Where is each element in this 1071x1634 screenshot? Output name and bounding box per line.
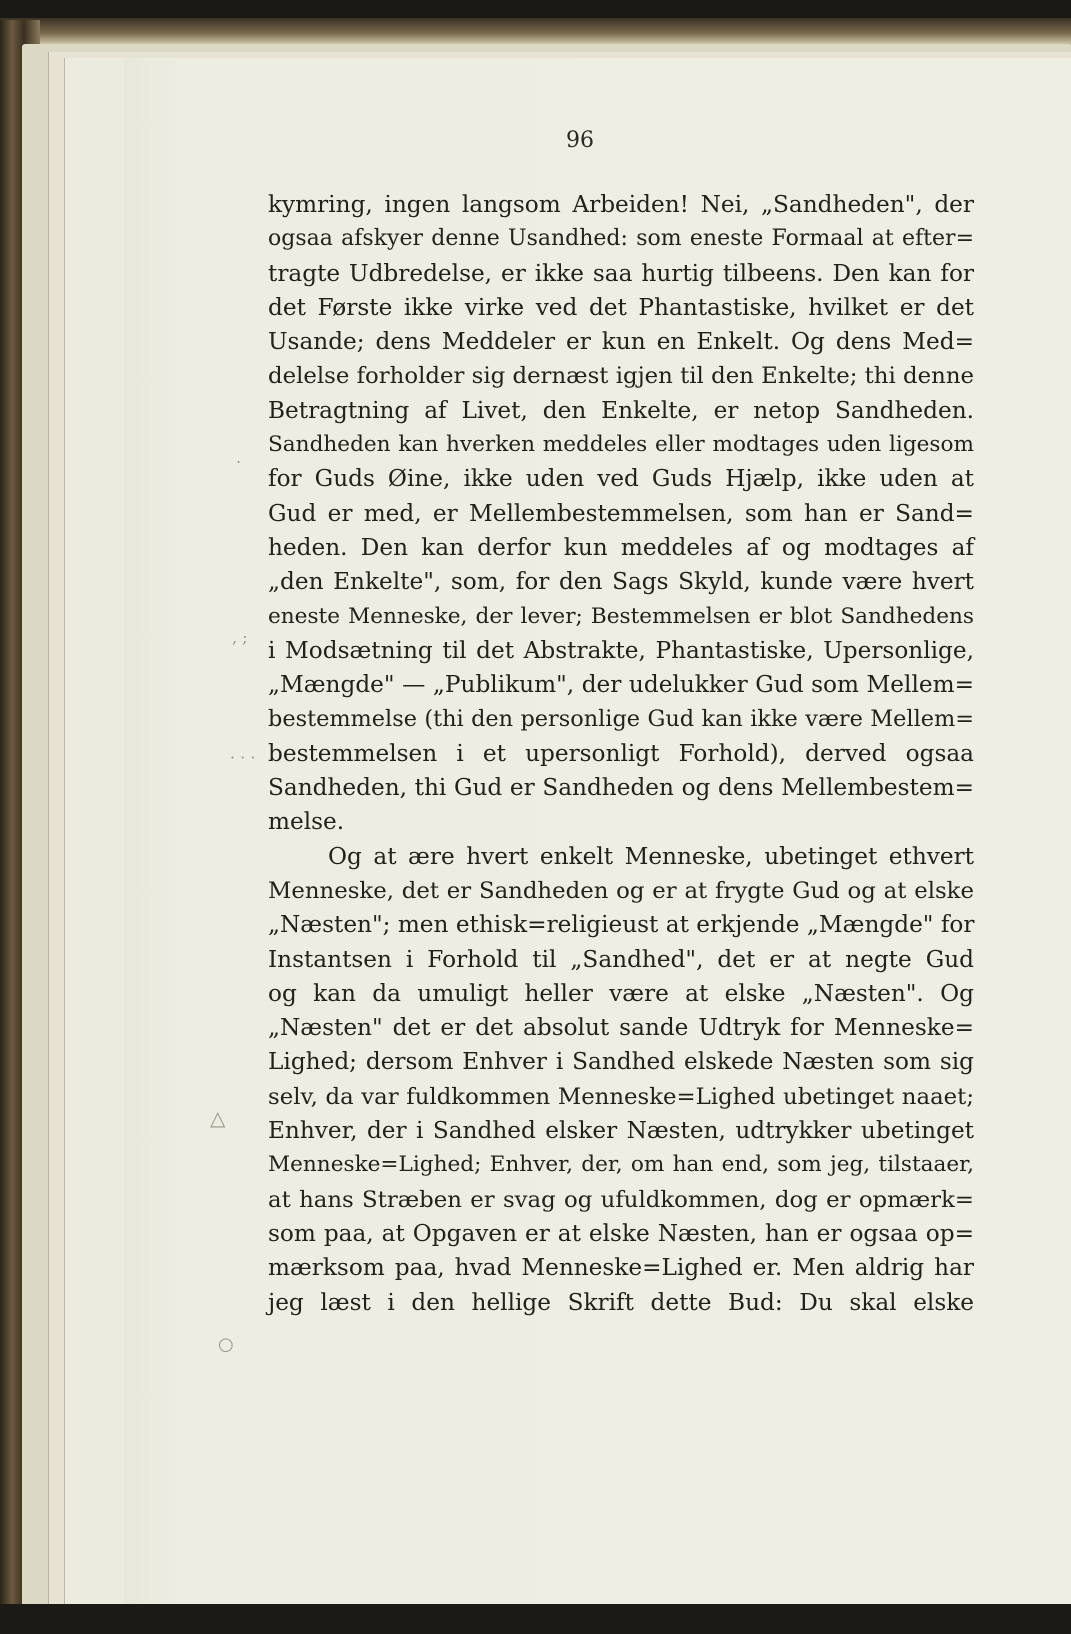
page-number: 96 bbox=[566, 128, 594, 153]
text-line: som paa, at Opgaven er at elske Næsten, han er ogsaa op= bbox=[268, 1219, 974, 1247]
text-line: Gud er med, er Mellembestemmelsen, som han er Sand= bbox=[268, 499, 974, 527]
text-line: selv, da var fuldkommen Menneske=Lighed ubetinget naaet; bbox=[268, 1083, 974, 1110]
text-line: Lighed; dersom Enhver i Sandhed elskede Næsten som sig bbox=[268, 1048, 974, 1076]
text-line: delelse forholder sig dernæst igjen til den Enkelte; thi denne bbox=[268, 363, 974, 390]
text-line: ogsaa afskyer denne Usandhed: som eneste Formaal at efter= bbox=[268, 226, 974, 252]
text-line: Menneske=Lighed; Enhver, der, om han end, som jeg, tilstaaer, bbox=[268, 1152, 974, 1178]
text-line: Usande; dens Meddeler er kun en Enkelt. Og dens Med= bbox=[268, 328, 974, 356]
text-line: tragte Udbredelse, er ikke saa hurtig tilbeens. Den kan for bbox=[268, 259, 974, 287]
bottom-shadow bbox=[0, 1604, 1071, 1634]
text-line: „Næsten" det er det absolut sande Udtryk for Menneske= bbox=[268, 1014, 974, 1042]
text-line: bestemmelsen i et upersonligt Forhold), derved ogsaa bbox=[268, 739, 974, 767]
text-line: „den Enkelte", som, for den Sags Skyld, kunde være hvert bbox=[268, 568, 974, 596]
text-line: i Modsætning til det Abstrakte, Phantastiske, Upersonlige, bbox=[268, 636, 974, 664]
text-line: Betragtning af Livet, den Enkelte, er netop Sandheden. bbox=[268, 396, 974, 424]
text-line: Enhver, der i Sandhed elsker Næsten, udtrykker ubetinget bbox=[268, 1117, 974, 1145]
bleed-through-text-bottom bbox=[258, 1318, 978, 1358]
text-line: og kan da umuligt heller være at elske „Næsten". Og bbox=[268, 979, 974, 1007]
text-line: „Mængde" — „Publikum", der udelukker Gud som Mellem= bbox=[268, 671, 974, 699]
text-line: mærksom paa, hvad Menneske=Lighed er. Men aldrig har bbox=[268, 1254, 974, 1282]
text-line: „Næsten"; men ethisk=religieust at erkjende „Mængde" for bbox=[268, 911, 975, 939]
text-line: melse. bbox=[268, 808, 345, 836]
text-line: Sandheden, thi Gud er Sandheden og dens Mellembestem= bbox=[268, 774, 974, 802]
body-text bbox=[268, 188, 974, 1320]
text-line: Og at ære hvert enkelt Menneske, ubetinget ethvert bbox=[328, 842, 974, 870]
text-line: Sandheden kan hverken meddeles eller modtages uden ligesom bbox=[268, 432, 974, 458]
margin-mark: . bbox=[236, 448, 242, 467]
text-line: at hans Stræben er svag og ufuldkommen, dog er opmærk= bbox=[268, 1186, 974, 1213]
text-line: eneste Menneske, der lever; Bestemmelsen er blot Sandhedens bbox=[268, 603, 974, 629]
text-line: det Første ikke virke ved det Phantastiske, hvilket er det bbox=[268, 293, 974, 321]
text-line: for Guds Øine, ikke uden ved Guds Hjælp, ikke uden at bbox=[268, 465, 974, 493]
margin-mark: ○ bbox=[218, 1334, 234, 1355]
margin-mark: △ bbox=[210, 1106, 226, 1130]
margin-mark: , ; bbox=[232, 628, 248, 647]
text-line: Menneske, det er Sandheden og er at frygte Gud og at elske bbox=[268, 877, 974, 904]
text-line: Instantsen i Forhold til „Sandhed", det er at negte Gud bbox=[268, 945, 974, 973]
text-line: kymring, ingen langsom Arbeiden! Nei, „Sandheden", der bbox=[268, 191, 974, 218]
text-line: jeg læst i den hellige Skrift dette Bud: Du skal elske bbox=[268, 1288, 974, 1316]
text-line: bestemmelse (thi den personlige Gud kan ikke være Mellem= bbox=[268, 706, 974, 733]
margin-mark: · · · bbox=[230, 748, 256, 767]
text-line: heden. Den kan derfor kun meddeles af og modtages af bbox=[268, 533, 974, 561]
